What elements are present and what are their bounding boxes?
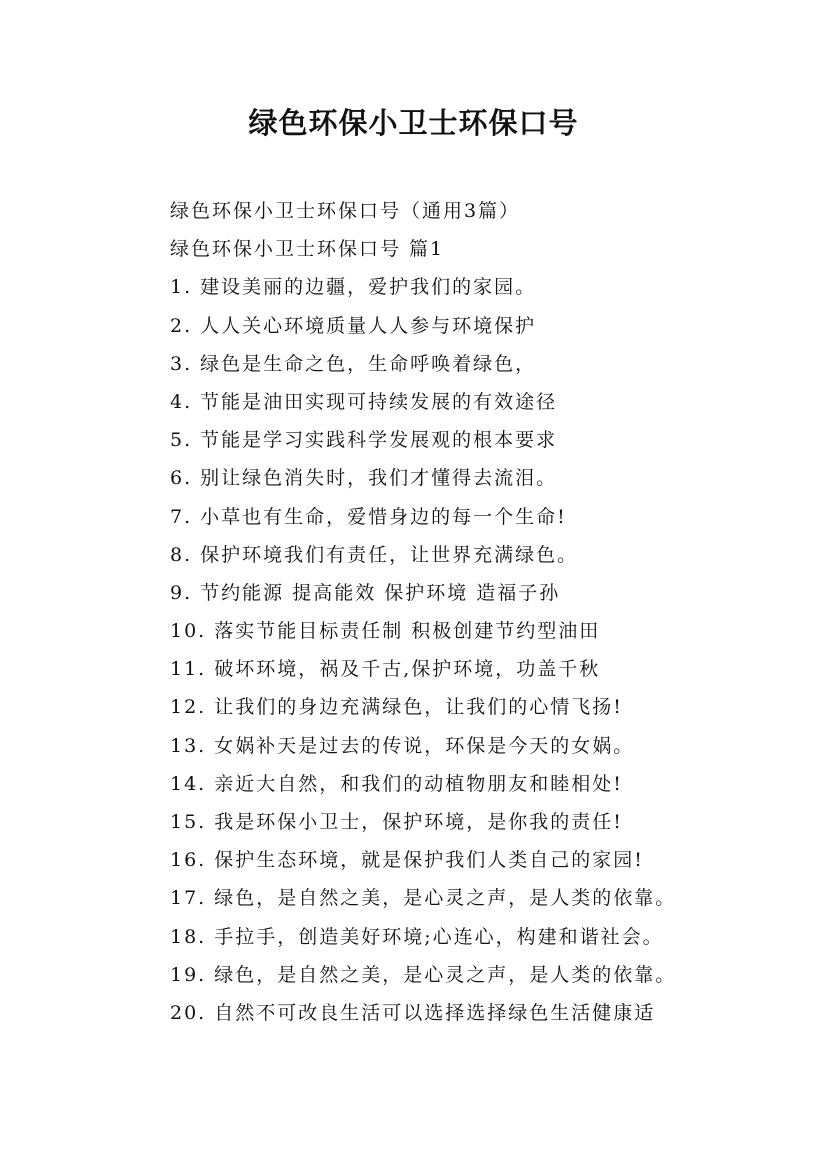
slogan-item-14: 14. 亲近大自然，和我们的动植物朋友和睦相处! [170, 772, 623, 795]
document-title: 绿色环保小卫士环保口号 [248, 106, 579, 140]
slogan-item-10: 10. 落实节能目标责任制 积极创建节约型油田 [170, 620, 601, 643]
document-subtitle: 绿色环保小卫士环保口号（通用3篇） [170, 200, 521, 222]
slogan-item-16: 16. 保护生态环境，就是保护我们人类自己的家园! [170, 849, 644, 872]
slogan-item-9: 9. 节约能源 提高能效 保护环境 造福子孙 [170, 581, 561, 604]
slogan-item-13: 13. 女娲补天是过去的传说，环保是今天的女娲。 [170, 734, 635, 757]
slogan-item-7: 7. 小草也有生命，爱惜身边的每一个生命! [170, 505, 567, 528]
slogan-item-8: 8. 保护环境我们有责任，让世界充满绿色。 [170, 543, 579, 566]
slogan-item-3: 3. 绿色是生命之色，生命呼唤着绿色， [170, 352, 537, 375]
section-heading: 绿色环保小卫士环保口号 篇1 [170, 238, 445, 261]
slogan-item-18: 18. 手拉手，创造美好环境;心连心，构建和谐社会。 [170, 925, 664, 948]
slogan-item-6: 6. 别让绿色消失时，我们才懂得去流泪。 [170, 467, 558, 490]
slogan-item-17: 17. 绿色，是自然之美，是心灵之声，是人类的依靠。 [170, 887, 677, 910]
slogan-item-5: 5. 节能是学习实践科学发展观的根本要求 [170, 429, 558, 452]
slogan-item-12: 12. 让我们的身边充满绿色，让我们的心情飞扬! [170, 696, 623, 719]
slogan-item-19: 19. 绿色，是自然之美，是心灵之声，是人类的依靠。 [170, 963, 677, 986]
slogan-item-4: 4. 节能是油田实现可持续发展的有效途径 [170, 390, 558, 413]
slogan-item-11: 11. 破坏环境，祸及千古,保护环境，功盖千秋 [170, 658, 601, 681]
slogan-item-1: 1. 建设美丽的边疆，爱护我们的家园。 [170, 276, 537, 299]
slogan-item-2: 2. 人人关心环境质量人人参与环境保护 [170, 314, 537, 337]
slogan-item-20: 20. 自然不可改良生活可以选择选择绿色生活健康适 [170, 1001, 656, 1024]
slogan-item-15: 15. 我是环保小卫士，保护环境，是你我的责任! [170, 811, 623, 833]
document-body [170, 196, 810, 1036]
